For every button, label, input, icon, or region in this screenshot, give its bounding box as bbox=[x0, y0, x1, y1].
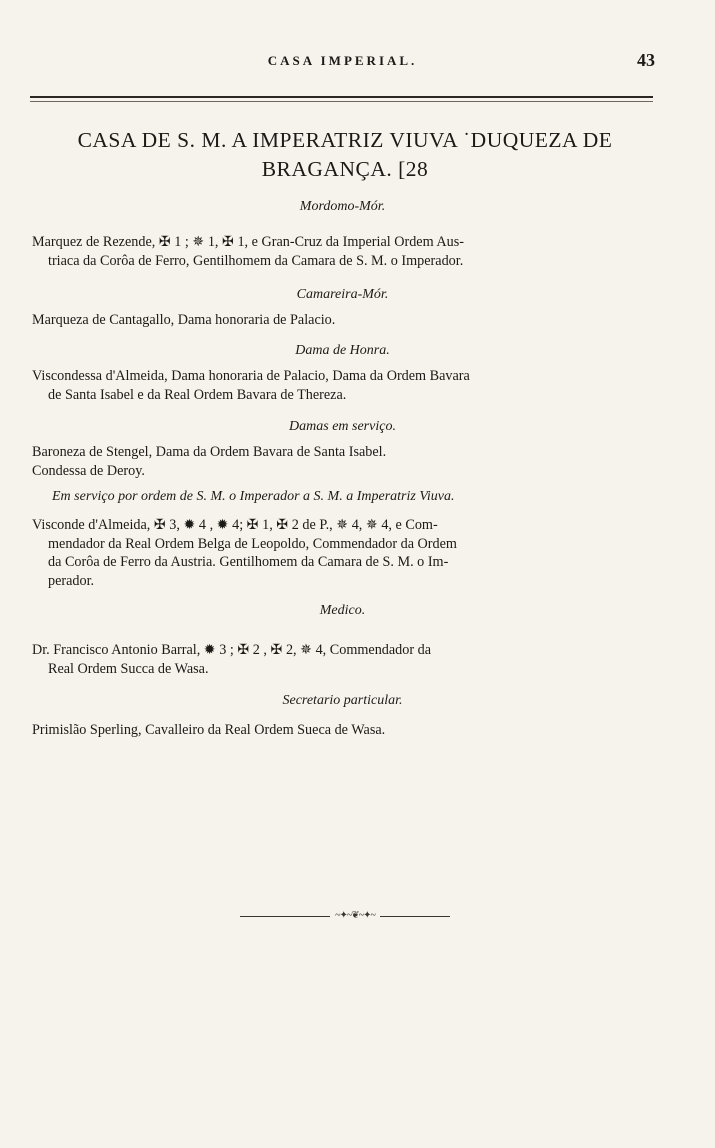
title-line-2: BRAGANÇA. [28 bbox=[261, 157, 429, 181]
section-heading-mordomo: Mordomo-Mór. bbox=[299, 199, 386, 214]
entry-line: Primislão Sperling, Cavalleiro da Real Ordem Sueca de Wasa. bbox=[32, 722, 386, 738]
section-heading-camareira: Camareira-Mór. bbox=[296, 287, 389, 302]
entry-dr-barral bbox=[32, 641, 652, 678]
entry-damas bbox=[32, 443, 652, 480]
entry-primislao-sperling bbox=[32, 721, 652, 740]
section-heading-medico: Medico. bbox=[319, 603, 366, 618]
entry-line: Baroneza de Stengel, Dama da Ordem Bavara de Santa Isabel. bbox=[32, 444, 387, 460]
entry-line: Visconde d'Almeida, ✠ 3, ✹ 4 , ✹ 4; ✠ 1, ✠ 2 de P., ✵ 4, ✵ 4, e Com- bbox=[32, 517, 438, 533]
entry-line: Marquez de Rezende, ✠ 1 ; ✵ 1, ✠ 1, e Gran-Cruz da Imperial Ordem Aus- bbox=[32, 234, 464, 250]
entry-line: triaca da Corôa de Ferro, Gentilhomem da Camara de S. M. o Imperador. bbox=[48, 252, 464, 269]
end-ornament bbox=[0, 908, 715, 924]
entry-line: Marqueza de Cantagallo, Dama honoraria de Palacio. bbox=[32, 312, 336, 328]
entry-line: Real Ordem Succa de Wasa. bbox=[48, 660, 209, 677]
entry-marquez-rezende bbox=[32, 233, 652, 270]
ornament-rule-right bbox=[380, 916, 450, 917]
entry-visconde-almeida bbox=[32, 516, 652, 590]
running-title: CASA IMPERIAL. bbox=[267, 53, 418, 68]
entry-line: perador. bbox=[48, 572, 95, 589]
entry-viscondessa-almeida bbox=[32, 367, 652, 404]
header-rule-secondary bbox=[30, 101, 653, 102]
running-head bbox=[30, 50, 655, 74]
entry-line: da Corôa de Ferro da Austria. Gentilhomem da Camara de S. M. o Im- bbox=[48, 554, 449, 571]
section-heading-secretario: Secretario particular. bbox=[282, 693, 403, 708]
em-servico-line: Em serviço por ordem de S. M. o Imperador a S. M. a Imperatriz Viuva. bbox=[52, 489, 455, 504]
section-heading-dama-honra: Dama de Honra. bbox=[295, 343, 390, 358]
title-line-1: CASA DE S. M. A IMPERATRIZ VIUVA ˙DUQUEZA DE bbox=[77, 128, 613, 152]
entry-line: Dr. Francisco Antonio Barral, ✹ 3 ; ✠ 2 , ✠ 2, ✵ 4, Commendador da bbox=[32, 642, 432, 658]
page-title bbox=[40, 126, 650, 184]
entry-line: de Santa Isabel e da Real Ordem Bavara de Thereza. bbox=[48, 386, 347, 403]
entry-line: Viscondessa d'Almeida, Dama honoraria de Palacio, Dama da Ordem Bavara bbox=[32, 368, 470, 384]
ornament-flourish-icon: ~✦~❦~✦~ bbox=[335, 910, 375, 921]
entry-marqueza-cantagallo bbox=[32, 311, 652, 330]
entry-line: mendador da Real Ordem Belga de Leopoldo, Commendador da Ordem bbox=[48, 535, 457, 552]
header-rule bbox=[30, 96, 653, 98]
ornament-rule-left bbox=[240, 916, 330, 917]
entry-line: Condessa de Deroy. bbox=[32, 462, 145, 479]
section-heading-damas-servico: Damas em serviço. bbox=[289, 419, 396, 434]
page-number: 43 bbox=[637, 50, 655, 70]
